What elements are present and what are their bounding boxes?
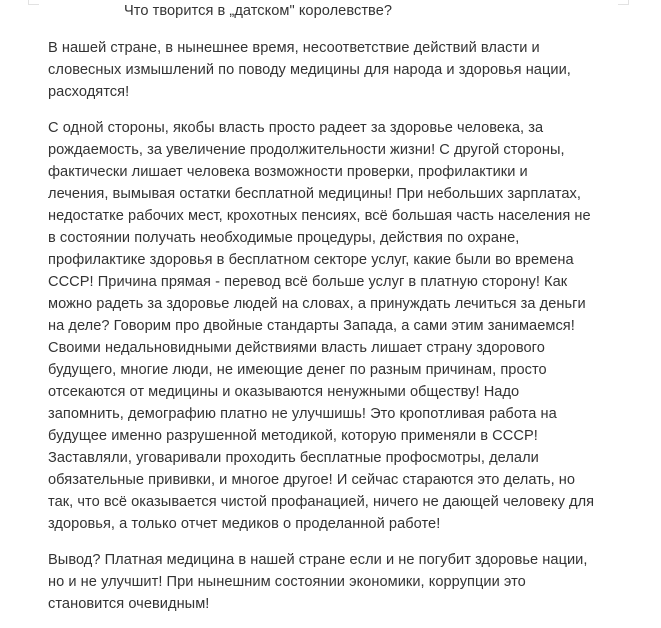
paragraph-conclusion [48,549,623,615]
paragraph-line: но и не улучшит! При нынешним состоянии экономики, коррупции это [48,574,526,590]
paragraph-line: профилактике здоровья в бесплатном секторе услуг, какие были во времена [48,252,574,268]
paragraph-intro [48,37,623,103]
paragraph-line: так, что всё оказывается чистой профанацией, ничего не дающей человеку для [48,494,595,510]
article-title: Что творится в „датском" королевстве? [124,3,393,19]
paragraph-line: рождаемость, за увеличение продолжительности жизни! С другой стороны, [48,142,565,158]
paragraph-line: Вывод? Платная медицина в нашей стране если и не погубит здоровье нации, [48,552,588,568]
paragraph-line: В нашей стране, в нынешнее время, несоответствие действий власти и [48,40,540,56]
article [48,0,623,615]
paragraph-line: на деле? Говорим про двойные стандарты Запада, а сами этим занимаемся! [48,318,575,334]
paragraph-line: отсекаются от медицины и оказываются ненужными обществу! Надо [48,384,520,400]
paragraph-body [48,117,623,535]
paragraph-line: становится очевидным! [48,596,210,612]
paragraph-line: С одной стороны, якобы власть просто радеет за здоровье человека, за [48,120,544,136]
paragraph-line: Своими недальновидными действиями власть лишает страну здорового [48,340,545,356]
paragraph-line: запомнить, демографию платно не улучшишь! Это кропотливая работа на [48,406,557,422]
paragraph-line: обязательные прививки, и многое другое! И сейчас стараются это делать, но [48,472,576,488]
frame-corner-left [28,0,39,5]
paragraph-line: будущее именно разрушенной методикой, которую применяли в СССР! [48,428,538,444]
paragraph-line: здоровья, а только отчет медиков о проделанной работе! [48,516,441,532]
paragraph-line: можно радеть за здоровье людей на словах, а принуждать лечиться за деньги [48,296,586,312]
paragraph-line: СССР! Причина прямая - перевод всё больше услуг в платную сторону! Как [48,274,568,290]
paragraph-line: фактически лишает человека возможности проверки, профилактики и [48,164,528,180]
paragraph-line: Заставляли, уговаривали проходить бесплатные профосмотры, делали [48,450,539,466]
paragraph-line: лечения, вымывая остатки бесплатной медицины! При небольших зарплатах, [48,186,582,202]
paragraph-line: в состоянии получать необходимые процедуры, действия по охране, [48,230,520,246]
paragraph-line: недостатке рабочих мест, крохотных пенсиях, всё большая часть населения не [48,208,591,224]
paragraph-line: словесных измышлений по поводу медицины для народа и здоровья нации, [48,62,571,78]
paragraph-line: расходятся! [48,84,130,100]
paragraph-line: будущего, многие люди, не имеющие денег по разным причинам, просто [48,362,547,378]
